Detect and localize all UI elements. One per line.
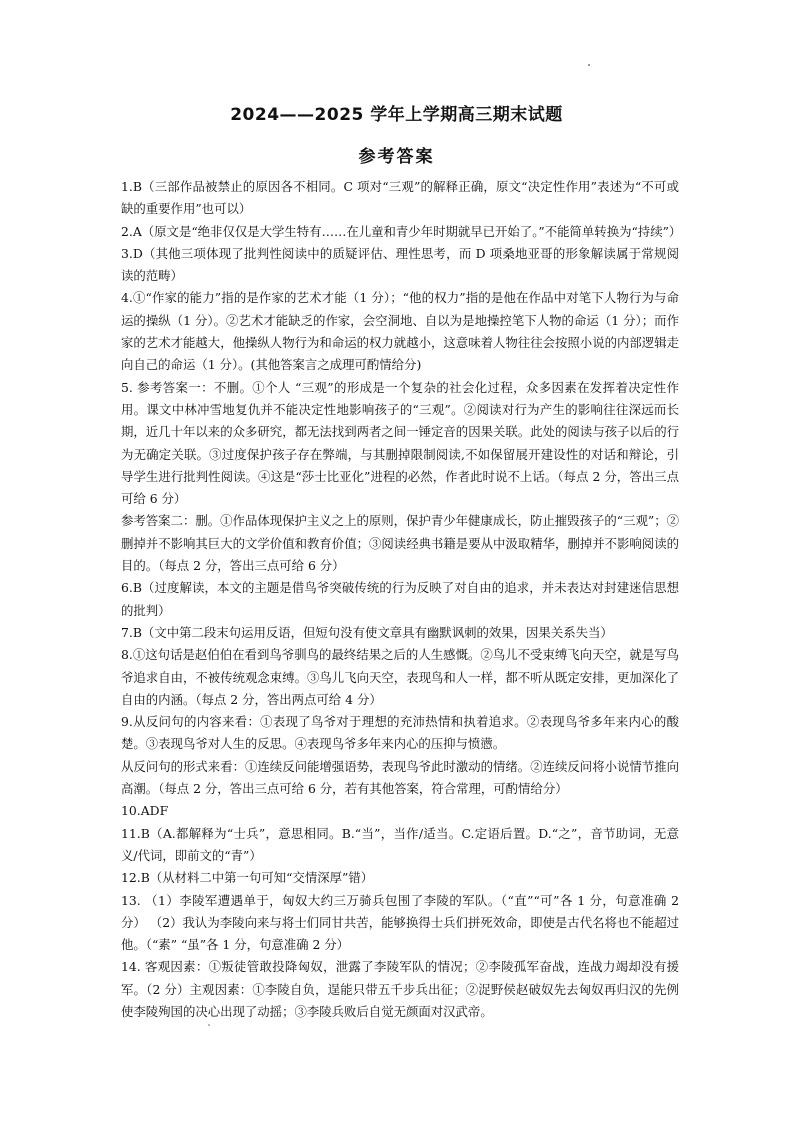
answer-item: 5. 参考答案一：不删。①个人 “三观”的形成是一个复杂的社会化过程，众多因素在发挥着决定性作用。课文中林冲雪地复仇并不能决定性地影响孩子的“三观”。②阅读对行为产生的影响往往深远而长期，近几十年以来的众多研究，都无法找到两者之间一锤定音的因果关联。此处的阅读与孩子以后的行为无确定关联。③过度保护孩子存在弊端，与其删掉限制阅读,不如保留展开建设性的对话和辩论，引导学生进行批判性阅读。④这是“莎士比亚化”进程的必然，作者此时说不上话。（每点 2 分，答出三点可给 6 分） — [121, 379, 679, 507]
page-title: 2024——2025 学年上学期高三期末试题 — [230, 105, 563, 125]
page-subtitle: 参考答案 — [358, 147, 435, 167]
answer-item: 9.从反问句的内容来看：①表现了鸟爷对于理想的充沛热情和执着追求。②表现鸟爷多年来内心的酸楚。③表现鸟爷对人生的反思。④表现鸟爷多年来内心的压抑与愤懑。 — [121, 714, 679, 752]
scan-speck — [208, 1024, 210, 1026]
answer-item: 1.B（三部作品被禁止的原因各不相同。C 项对“三观”的解释正确，原文“决定性作用”表述为“不可或缺的重要作用”也可以） — [121, 179, 679, 217]
answer-item: 7.B（文中第二段末句运用反语，但短句没有使文章具有幽默讽刺的效果，因果关系失当） — [121, 624, 613, 640]
answer-list — [121, 176, 682, 1023]
scan-speck — [588, 64, 590, 66]
answer-item: 3.D（其他三项体现了批判性阅读中的质疑评估、理性思考，而 D 项桑地亚哥的形象解读属于常规阅读的范畴） — [121, 245, 679, 284]
answer-item: 6.B（过度解读，本文的主题是借鸟爷突破传统的行为反映了对自由的追求，并未表达对封建迷信思想的批判） — [121, 580, 679, 618]
answer-item: 14. 客观因素：①叛徒管敢投降匈奴，泄露了李陵军队的情况；②李陵孤军奋战，连战力竭却没有援军。（2 分）主观因素：①李陵自负，逞能只带五千步兵出征；②浞野侯赵破奴先去匈奴再归汉的先例使李陵殉国的决心出现了动摇；③李陵兵败后自觉无颜面对汉武帝。 — [121, 959, 679, 1019]
answer-item: 4.①“作家的能力”指的是作家的艺术才能（1 分）；“他的权力”指的是他在作品中对笔下人物行为与命运的操纵（1 分）。②艺术才能缺乏的作家，会空洞地、自以为是地操控笔下人物的命运（1 分）；而作家的艺术才能越大，他操纵人物行为和命运的权力就越小，这意味着人物往往会按照小说的内部逻辑走向自己的命运（1 分）。(其他答案言之成理可酌情给分) — [121, 290, 679, 373]
answer-item: 12.B（从材料二中第一句可知“交情深厚”错） — [121, 870, 374, 886]
answer-item: 从反问句的形式来看：①连续反问能增强语势，表现鸟爷此时激动的情绪。②连续反问将小说情节推向高潮。（每点 2 分，答出三点可给 6 分，若有其他答案，符合常理，可酌情给分） — [121, 758, 679, 797]
answer-item: 13. （1）李陵军遭遇单于，匈奴大约三万骑兵包围了李陵的军队。（“直”“可”各 1 分，句意准确 2 分） （2）我认为李陵向来与将士们同甘共苦，能够换得士兵们拼死效命，即使是古代名将也不能超过他。（“素” “虽”各 1 分，句意准确 2 分） — [121, 892, 679, 953]
answer-item: 8.①这句话是赵伯伯在看到鸟爷驯鸟的最终结果之后的人生感慨。②鸟儿不受束缚飞向天空，就是写鸟爷追求自由，不被传统观念束缚。③鸟儿飞向天空，表现鸟和人一样，都不听从既定安排，更加深化了自由的内涵。（每点 2 分，答出两点可给 4 分） — [121, 647, 679, 707]
answer-item: 参考答案二：删。①作品体现保护主义之上的原则，保护青少年健康成长，防止摧毁孩子的“三观”；②删掉并不影响其巨大的文学价值和教育价值；③阅读经典书籍是要从中汲取精华，删掉并不影响阅读的目的。（每点 2 分，答出三点可给 6 分） — [121, 513, 679, 574]
answer-item: 10.ADF — [121, 803, 169, 819]
answer-item: 11.B（A.都解释为“士兵”，意思相同。B.“当”，当作/适当。C.定语后置。D.“之”，音节助词，无意义/代词，即前文的“青”） — [121, 825, 679, 863]
answer-item: 2.A（原文是“绝非仅仅是大学生特有……在儿童和青少年时期就早已开始了。”不能简单转换为“持续”） — [121, 223, 682, 239]
